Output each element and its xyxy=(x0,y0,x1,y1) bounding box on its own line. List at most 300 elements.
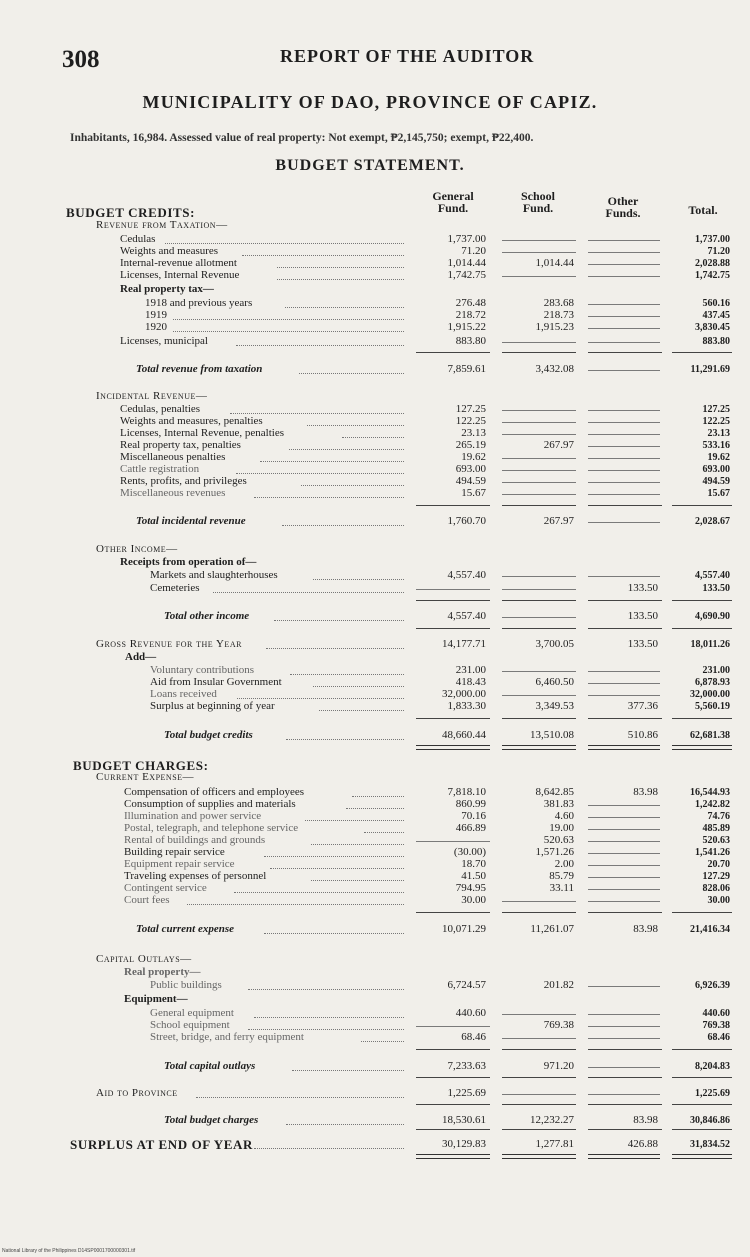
sum-rule xyxy=(588,1077,662,1078)
dot-leader xyxy=(305,820,404,821)
sum-rule xyxy=(588,1104,662,1105)
sum-rule-total xyxy=(672,505,732,506)
cell-gen: 71.20 xyxy=(461,245,486,257)
cell-gen: 4,557.40 xyxy=(447,610,486,622)
sum-rule xyxy=(502,1077,576,1078)
empty-cell-dash xyxy=(588,458,660,459)
empty-cell-dash xyxy=(588,829,660,830)
sum-rule-total xyxy=(672,1049,732,1050)
row-label: Total incidental revenue xyxy=(136,515,246,527)
row-label: Contingent service xyxy=(124,882,207,894)
empty-cell-dash xyxy=(588,1014,660,1015)
table-row xyxy=(0,639,750,650)
dot-leader xyxy=(237,698,404,699)
table-row xyxy=(0,1088,750,1099)
cell-gen: 883.80 xyxy=(455,335,486,347)
table-row xyxy=(0,322,750,333)
cell-tot: 1,742.75 xyxy=(695,270,730,281)
cell-sch: 769.38 xyxy=(543,1019,574,1031)
table-row xyxy=(0,730,750,741)
sum-rule xyxy=(502,718,576,719)
table-row xyxy=(0,895,750,906)
cell-gen: 30,129.83 xyxy=(442,1138,486,1150)
empty-cell-dash xyxy=(588,434,660,435)
cell-gen: 7,859.61 xyxy=(447,363,486,375)
empty-cell-dash xyxy=(588,1038,660,1039)
table-row xyxy=(0,883,750,894)
cell-tot: 437.45 xyxy=(702,310,730,321)
cell-gen: 1,014.44 xyxy=(447,257,486,269)
table-row xyxy=(0,207,750,218)
empty-cell-dash xyxy=(588,304,660,305)
row-label: 1919 xyxy=(145,309,167,321)
row-label: Consumption of supplies and materials xyxy=(124,798,296,810)
row-label: Markets and slaughterhouses xyxy=(150,569,278,581)
dot-leader xyxy=(313,686,404,687)
empty-cell-dash xyxy=(502,252,576,253)
dot-leader xyxy=(352,796,404,797)
cell-sch: 12,232.27 xyxy=(530,1114,574,1126)
row-label: Real property tax, penalties xyxy=(120,439,241,451)
cell-gen: 127.25 xyxy=(455,403,486,415)
dot-leader xyxy=(311,880,404,881)
sum-rule-total xyxy=(672,352,732,353)
budget-statement-title: BUDGET STATEMENT. xyxy=(275,157,465,174)
sum-rule-total xyxy=(672,718,732,719)
empty-cell-dash xyxy=(502,410,576,411)
dot-leader xyxy=(311,844,404,845)
dot-leader xyxy=(165,243,404,244)
empty-cell-dash xyxy=(502,276,576,277)
cell-tot: 693.00 xyxy=(702,464,730,475)
table-row xyxy=(0,954,750,965)
sum-rule xyxy=(416,1049,490,1050)
dot-leader xyxy=(236,473,404,474)
row-label: Total budget charges xyxy=(164,1114,259,1126)
row-label: Aid from Insular Government xyxy=(150,676,282,688)
empty-cell-dash xyxy=(502,671,576,672)
empty-cell-dash xyxy=(588,901,660,902)
row-label: Gross Revenue for the Year xyxy=(96,638,242,650)
sum-rule-total xyxy=(672,1129,732,1130)
empty-cell-dash xyxy=(588,865,660,866)
cell-gen: 32,000.00 xyxy=(442,688,486,700)
cell-sch: 85.79 xyxy=(549,870,574,882)
cell-tot: 23.13 xyxy=(707,428,730,439)
double-rule xyxy=(588,1154,660,1159)
cell-sch: 19.00 xyxy=(549,822,574,834)
row-label: BUDGET CREDITS: xyxy=(66,205,196,220)
empty-cell-dash xyxy=(588,240,660,241)
row-label: Rents, profits, and privileges xyxy=(120,475,247,487)
cell-tot: 8,204.83 xyxy=(695,1061,730,1072)
dot-leader xyxy=(264,933,404,934)
row-label: School equipment xyxy=(150,1019,230,1031)
sum-rule xyxy=(416,1129,490,1130)
row-label: Illumination and power service xyxy=(124,810,262,822)
sum-rule xyxy=(502,600,576,601)
dot-leader xyxy=(313,579,404,580)
table-row xyxy=(0,994,750,1005)
table-row xyxy=(0,701,750,712)
empty-cell-dash xyxy=(502,458,576,459)
table-row xyxy=(0,772,750,783)
row-label: Licenses, Internal Revenue, penalties xyxy=(120,427,285,439)
row-label: Surplus at beginning of year xyxy=(150,700,275,712)
dot-leader xyxy=(234,892,404,893)
empty-cell-dash xyxy=(588,1094,660,1095)
row-label: Incidental Revenue— xyxy=(96,390,208,402)
empty-cell-dash xyxy=(502,1014,576,1015)
cell-sch: 1,571.26 xyxy=(535,846,574,858)
dot-leader xyxy=(196,1097,404,1098)
empty-cell-dash xyxy=(588,683,660,684)
cell-tot: 30,846.86 xyxy=(690,1115,730,1126)
dot-leader xyxy=(301,485,404,486)
dot-leader xyxy=(286,739,404,740)
table-row xyxy=(0,476,750,487)
dot-leader xyxy=(254,1148,404,1149)
row-label: Court fees xyxy=(124,894,170,906)
sum-rule xyxy=(588,1129,662,1130)
sum-rule xyxy=(502,1129,576,1130)
sum-rule xyxy=(502,1104,576,1105)
row-label: BUDGET CHARGES: xyxy=(73,758,209,773)
empty-cell-dash xyxy=(588,1026,660,1027)
dot-leader xyxy=(260,461,404,462)
row-label: Miscellaneous revenues xyxy=(120,487,226,499)
cell-tot: 485.89 xyxy=(702,823,730,834)
cell-gen: 1,760.70 xyxy=(447,515,486,527)
dot-leader xyxy=(270,868,404,869)
empty-cell-dash xyxy=(588,522,660,523)
dot-leader xyxy=(213,592,404,593)
table-row xyxy=(0,516,750,527)
table-row xyxy=(0,611,750,622)
dot-leader xyxy=(346,808,404,809)
footer-credit: National Library of the Philippines D14SP0001700000301.tif xyxy=(2,1248,136,1254)
double-rule xyxy=(672,745,732,750)
dot-leader xyxy=(299,373,404,374)
cell-gen: 7,818.10 xyxy=(447,786,486,798)
table-row xyxy=(0,871,750,882)
sum-rule xyxy=(416,352,490,353)
dot-leader xyxy=(173,331,404,332)
sum-rule xyxy=(416,1077,490,1078)
cell-gen: 14,177.71 xyxy=(442,638,486,650)
sum-rule xyxy=(416,628,490,629)
table-row xyxy=(0,924,750,935)
table-row xyxy=(0,652,750,663)
cell-gen: 276.48 xyxy=(455,297,486,309)
row-label: Postal, telegraph, and telephone service xyxy=(124,822,299,834)
cell-sch: 1,014.44 xyxy=(535,257,574,269)
table-row xyxy=(0,967,750,978)
empty-cell-dash xyxy=(502,494,576,495)
sum-rule xyxy=(416,718,490,719)
empty-cell-dash xyxy=(416,1026,490,1027)
cell-sch: 971.20 xyxy=(543,1060,574,1072)
row-label: Equipment— xyxy=(124,993,188,1005)
sum-rule-total xyxy=(672,912,732,913)
dot-leader xyxy=(292,1070,404,1071)
cell-gen: 794.95 xyxy=(455,882,486,894)
row-label: Building repair service xyxy=(124,846,225,858)
cell-tot: 31,834.52 xyxy=(690,1139,730,1150)
dot-leader xyxy=(307,425,404,426)
sum-rule xyxy=(588,912,662,913)
empty-cell-dash xyxy=(502,1094,576,1095)
dot-leader xyxy=(264,856,404,857)
table-row xyxy=(0,234,750,245)
cell-tot: 127.29 xyxy=(702,871,730,882)
cell-gen: 1,742.75 xyxy=(447,269,486,281)
sum-rule xyxy=(502,505,576,506)
cell-oth: 377.36 xyxy=(627,700,658,712)
table-row xyxy=(0,1032,750,1043)
empty-cell-dash xyxy=(588,410,660,411)
row-label: Total current expense xyxy=(136,923,234,935)
cell-sch: 267.97 xyxy=(543,439,574,451)
cell-oth: 133.50 xyxy=(627,582,658,594)
sum-rule xyxy=(588,600,662,601)
table-row xyxy=(0,811,750,822)
cell-gen: 1,833.30 xyxy=(447,700,486,712)
sum-rule xyxy=(416,600,490,601)
empty-cell-dash xyxy=(502,695,576,696)
double-rule xyxy=(588,745,660,750)
cell-gen: 860.99 xyxy=(455,798,486,810)
table-row xyxy=(0,464,750,475)
empty-cell-dash xyxy=(588,482,660,483)
cell-tot: 20.70 xyxy=(707,859,730,870)
cell-sch: 3,700.05 xyxy=(535,638,574,650)
row-label: 1920 xyxy=(145,321,167,333)
dot-leader xyxy=(282,525,404,526)
sum-rule xyxy=(416,912,490,913)
cell-tot: 883.80 xyxy=(702,336,730,347)
empty-cell-dash xyxy=(588,805,660,806)
cell-oth: 133.50 xyxy=(627,638,658,650)
empty-cell-dash xyxy=(588,316,660,317)
row-label: Cedulas, penalties xyxy=(120,403,201,415)
cell-sch: 8,642.85 xyxy=(535,786,574,798)
dot-leader xyxy=(285,307,404,308)
cell-gen: 48,660.44 xyxy=(442,729,486,741)
table-row xyxy=(0,799,750,810)
sum-rule xyxy=(502,628,576,629)
row-label: Total other income xyxy=(164,610,250,622)
sum-rule-total xyxy=(672,1077,732,1078)
cell-sch: 520.63 xyxy=(543,834,574,846)
row-label: Traveling expenses of personnel xyxy=(124,870,267,882)
cell-oth: 426.88 xyxy=(627,1138,658,1150)
cell-tot: 21,416.34 xyxy=(690,924,730,935)
table-row xyxy=(0,847,750,858)
cell-gen: 122.25 xyxy=(455,415,486,427)
empty-cell-dash xyxy=(502,1038,576,1039)
table-row xyxy=(0,980,750,991)
table-row xyxy=(0,404,750,415)
cell-gen: 693.00 xyxy=(455,463,486,475)
table-row xyxy=(0,391,750,402)
column-header-general-fund: General Fund. xyxy=(432,189,474,215)
row-label: Cedulas xyxy=(120,233,156,245)
cell-gen: 440.60 xyxy=(455,1007,486,1019)
dot-leader xyxy=(248,1029,404,1030)
empty-cell-dash xyxy=(588,817,660,818)
empty-cell-dash xyxy=(588,470,660,471)
cell-tot: 30.00 xyxy=(707,895,730,906)
row-label: Public buildings xyxy=(150,979,222,991)
cell-gen: (30.00) xyxy=(453,846,486,858)
empty-cell-dash xyxy=(588,446,660,447)
row-label: SURPLUS AT END OF YEAR xyxy=(70,1137,253,1152)
dot-leader xyxy=(254,1017,404,1018)
cell-oth: 83.98 xyxy=(633,786,658,798)
dot-leader xyxy=(277,267,404,268)
cell-sch: 3,432.08 xyxy=(535,363,574,375)
cell-tot: 520.63 xyxy=(702,835,730,846)
empty-cell-dash xyxy=(588,576,660,577)
double-rule xyxy=(502,745,576,750)
table-row xyxy=(0,1020,750,1031)
dot-leader xyxy=(173,319,404,320)
empty-cell-dash xyxy=(588,328,660,329)
double-rule xyxy=(416,1154,490,1159)
running-head: REPORT OF THE AUDITOR xyxy=(280,46,535,66)
cell-gen: 18.70 xyxy=(461,858,486,870)
cell-tot: 828.06 xyxy=(702,883,730,894)
table-row xyxy=(0,1139,750,1150)
dot-leader xyxy=(266,648,404,649)
empty-cell-dash xyxy=(588,494,660,495)
cell-sch: 2.00 xyxy=(554,858,574,870)
row-label: Total budget credits xyxy=(164,729,253,741)
municipality-title: MUNICIPALITY OF DAO, PROVINCE OF CAPIZ. xyxy=(142,92,598,112)
table-row xyxy=(0,440,750,451)
cell-sch: 3,349.53 xyxy=(535,700,574,712)
cell-tot: 1,737.00 xyxy=(695,234,730,245)
sum-rule xyxy=(502,912,576,913)
empty-cell-dash xyxy=(588,276,660,277)
row-label: 1918 and previous years xyxy=(145,297,253,309)
cell-gen: 494.59 xyxy=(455,475,486,487)
cell-sch: 218.73 xyxy=(543,309,574,321)
table-row xyxy=(0,488,750,499)
cell-gen: 231.00 xyxy=(455,664,486,676)
cell-tot: 19.62 xyxy=(707,452,730,463)
table-row xyxy=(0,1061,750,1072)
sum-rule xyxy=(416,1104,490,1105)
cell-tot: 5,560.19 xyxy=(695,701,730,712)
cell-tot: 16,544.93 xyxy=(690,787,730,798)
table-row xyxy=(0,859,750,870)
table-row xyxy=(0,310,750,321)
cell-tot: 2,028.67 xyxy=(695,516,730,527)
dot-leader xyxy=(277,279,404,280)
cell-gen: 1,915.22 xyxy=(447,321,486,333)
row-label: Miscellaneous penalties xyxy=(120,451,226,463)
cell-gen: 23.13 xyxy=(461,427,486,439)
table-row xyxy=(0,258,750,269)
table-row xyxy=(0,246,750,257)
row-label: Capital Outlays— xyxy=(96,953,192,965)
sum-rule-total xyxy=(672,628,732,629)
empty-cell-dash xyxy=(588,264,660,265)
cell-gen: 68.46 xyxy=(461,1031,486,1043)
empty-cell-dash xyxy=(416,841,490,842)
table-row xyxy=(0,1008,750,1019)
empty-cell-dash xyxy=(502,434,576,435)
cell-tot: 1,242.82 xyxy=(695,799,730,810)
sum-rule xyxy=(588,505,662,506)
cell-gen: 15.67 xyxy=(461,487,486,499)
dot-leader xyxy=(319,710,404,711)
table-row xyxy=(0,1115,750,1126)
table-row xyxy=(0,760,750,771)
row-label: Internal-revenue allotment xyxy=(120,257,237,269)
dot-leader xyxy=(289,449,404,450)
cell-tot: 68.46 xyxy=(707,1032,730,1043)
double-rule xyxy=(416,745,490,750)
table-row xyxy=(0,583,750,594)
row-label: Loans received xyxy=(150,688,217,700)
row-label: Equipment repair service xyxy=(124,858,235,870)
table-row xyxy=(0,428,750,439)
empty-cell-dash xyxy=(588,853,660,854)
empty-cell-dash xyxy=(502,342,576,343)
table-row xyxy=(0,689,750,700)
sum-rule-total xyxy=(672,1104,732,1105)
empty-cell-dash xyxy=(502,617,576,618)
dot-leader xyxy=(236,345,404,346)
cell-tot: 4,557.40 xyxy=(695,570,730,581)
empty-cell-dash xyxy=(588,1067,660,1068)
dot-leader xyxy=(342,437,404,438)
table-row xyxy=(0,677,750,688)
cell-tot: 494.59 xyxy=(702,476,730,487)
double-rule xyxy=(502,1154,576,1159)
row-label: Add— xyxy=(125,651,157,663)
row-label: Licenses, Internal Revenue xyxy=(120,269,240,281)
row-label: Voluntary contributions xyxy=(150,664,254,676)
cell-tot: 62,681.38 xyxy=(690,730,730,741)
empty-cell-dash xyxy=(588,252,660,253)
cell-sch: 6,460.50 xyxy=(535,676,574,688)
empty-cell-dash xyxy=(502,576,576,577)
cell-sch: 381.83 xyxy=(543,798,574,810)
row-label: Licenses, municipal xyxy=(120,335,208,347)
cell-oth: 83.98 xyxy=(633,923,658,935)
table-row xyxy=(0,835,750,846)
sum-rule xyxy=(588,352,662,353)
row-label: Street, bridge, and ferry equipment xyxy=(150,1031,304,1043)
dot-leader xyxy=(361,1041,405,1042)
cell-sch: 283.68 xyxy=(543,297,574,309)
table-row xyxy=(0,364,750,375)
sum-rule xyxy=(416,505,490,506)
cell-tot: 74.76 xyxy=(707,811,730,822)
cell-gen: 466.89 xyxy=(455,822,486,834)
cell-sch: 1,277.81 xyxy=(535,1138,574,1150)
row-label: Current Expense— xyxy=(96,771,195,783)
inhabitants-line: Inhabitants, 16,984. Assessed value of real property: Not exempt, ₱2,145,750; exempt, ₱22,400. xyxy=(70,132,534,144)
cell-tot: 4,690.90 xyxy=(695,611,730,622)
cell-tot: 32,000.00 xyxy=(690,689,730,700)
cell-tot: 18,011.26 xyxy=(690,639,730,650)
table-row xyxy=(0,557,750,568)
